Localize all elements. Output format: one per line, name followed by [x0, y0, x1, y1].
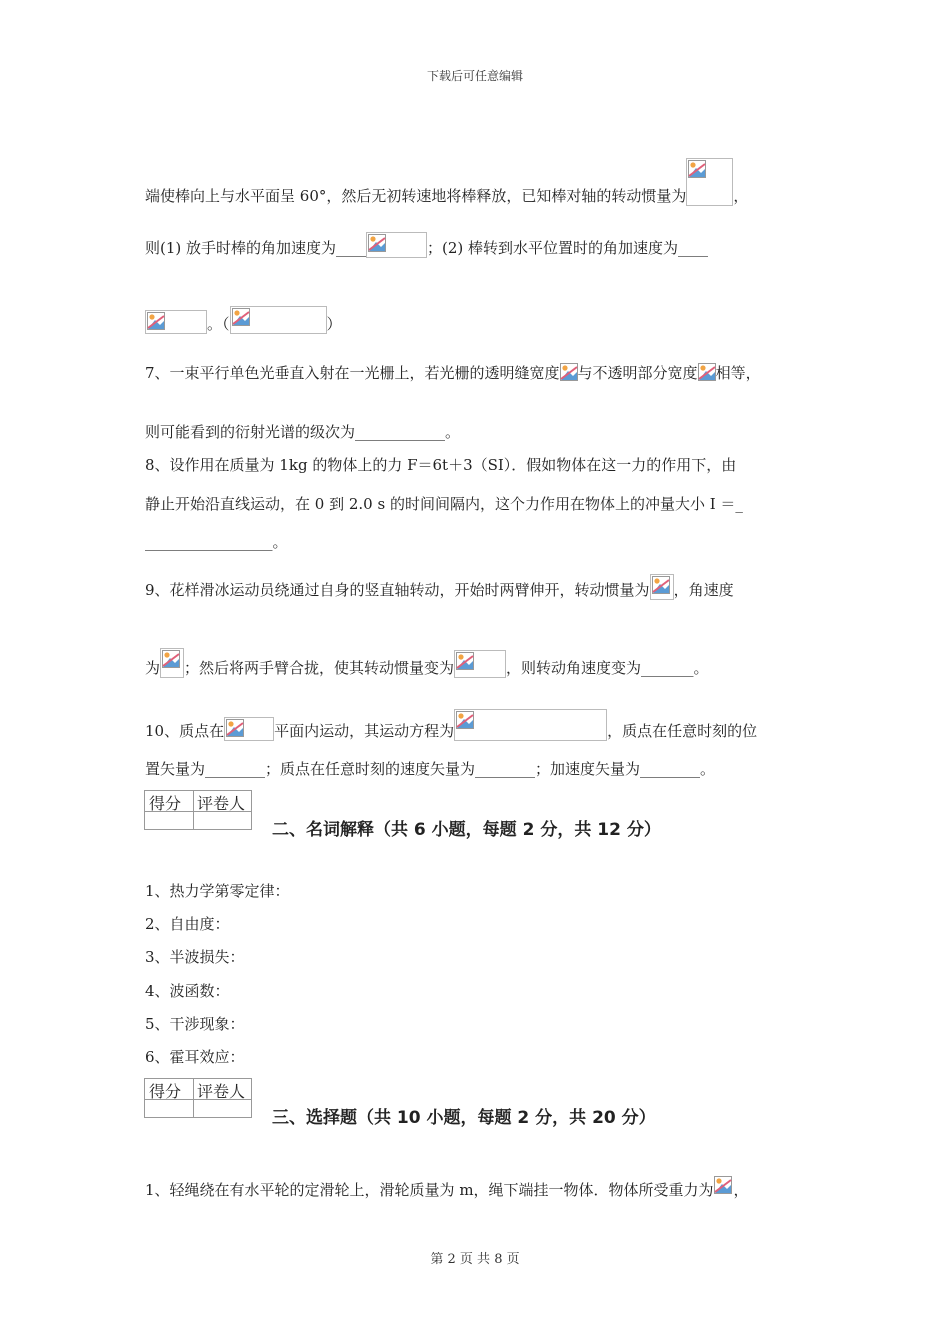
- broken-image-icon: [368, 234, 386, 252]
- question-7: 7、一束平行单色光垂直入射在一光栅上，若光栅的透明缝宽度 与不透明部分宽度 相等，: [145, 364, 761, 382]
- broken-image-icon: [652, 576, 670, 594]
- section-title: 二、名词解释（共 6 小题，每题 2 分，共 12 分）: [272, 820, 661, 840]
- broken-image-icon: [162, 650, 180, 668]
- formula-image: [160, 648, 184, 678]
- text-line-8: _________________。: [145, 533, 288, 551]
- text-line-10: 为 ；然后将两手臂合拢，使其转动惯量变为 ，则转动角速度变为_______。: [145, 648, 709, 678]
- text-line-3: 。（ ）: [145, 306, 342, 334]
- list-item: 6、霍耳效应：: [145, 1048, 245, 1066]
- broken-image-icon: [226, 719, 244, 737]
- formula-image: [714, 1176, 734, 1200]
- broken-image-icon: [456, 652, 474, 670]
- formula-image: [454, 650, 506, 678]
- text-line-5: 则可能看到的衍射光谱的级次为____________。: [145, 423, 461, 441]
- broken-image-icon: [147, 312, 165, 330]
- formula-image: [560, 363, 578, 383]
- list-item: 2、自由度：: [145, 915, 230, 933]
- question-1: 1、轻绳绕在有水平轮的定滑轮上，滑轮质量为 m，绳下端挂一物体．物体所受重力为 ，: [145, 1176, 749, 1200]
- question-8: 8、设作用在质量为 1kg 的物体上的力 F＝6t＋3（SI）．假如物体在这一力的作用下，由: [145, 456, 737, 474]
- list-item: 3、半波损失：: [145, 948, 245, 966]
- broken-image-icon: [456, 711, 474, 729]
- broken-image-icon: [232, 308, 250, 326]
- formula-image: [224, 717, 274, 741]
- list-item: 4、波函数：: [145, 982, 230, 1000]
- text-line-2: 则(1) 放手时棒的角加速度为____ ；(2) 棒转到水平位置时的角加速度为____: [145, 232, 708, 258]
- list-item: 1、热力学第零定律：: [145, 882, 290, 900]
- formula-image: [686, 158, 733, 206]
- page-header: 下载后可任意编辑: [426, 69, 523, 83]
- text-line-1: 端使棒向上与水平面呈 60°，然后无初转速地将棒释放，已知棒对轴的转动惯量为 ，: [145, 158, 748, 206]
- formula-image: [230, 306, 327, 334]
- formula-image: [145, 310, 207, 334]
- formula-image: [454, 709, 607, 741]
- text-line-7: 静止开始沿直线运动，在 0 到 2.0 s 的时间间隔内，这个力作用在物体上的冲量大小 I ＝_: [145, 495, 743, 513]
- list-item: 5、干涉现象：: [145, 1015, 245, 1033]
- formula-image: [366, 232, 427, 258]
- text-line-12: 置矢量为________；质点在任意时刻的速度矢量为________；加速度矢量为________。: [145, 760, 716, 778]
- score-table: 得分 评卷人: [144, 790, 252, 830]
- section-title: 三、选择题（共 10 小题，每题 2 分，共 20 分）: [272, 1108, 656, 1128]
- score-table: 得分 评卷人: [144, 1078, 252, 1118]
- formula-image: [698, 363, 716, 383]
- formula-image: [650, 574, 674, 600]
- question-10: 10、质点在 平面内运动，其运动方程为 ，质点在任意时刻的位: [145, 709, 757, 741]
- broken-image-icon: [714, 1176, 732, 1194]
- page-footer: 第 2 页 共 8 页: [430, 1252, 520, 1267]
- broken-image-icon: [560, 363, 578, 381]
- question-9: 9、花样滑冰运动员绕通过自身的竖直轴转动，开始时两臂伸开，转动惯量为 ，角速度: [145, 574, 734, 600]
- broken-image-icon: [688, 160, 706, 178]
- broken-image-icon: [698, 363, 716, 381]
